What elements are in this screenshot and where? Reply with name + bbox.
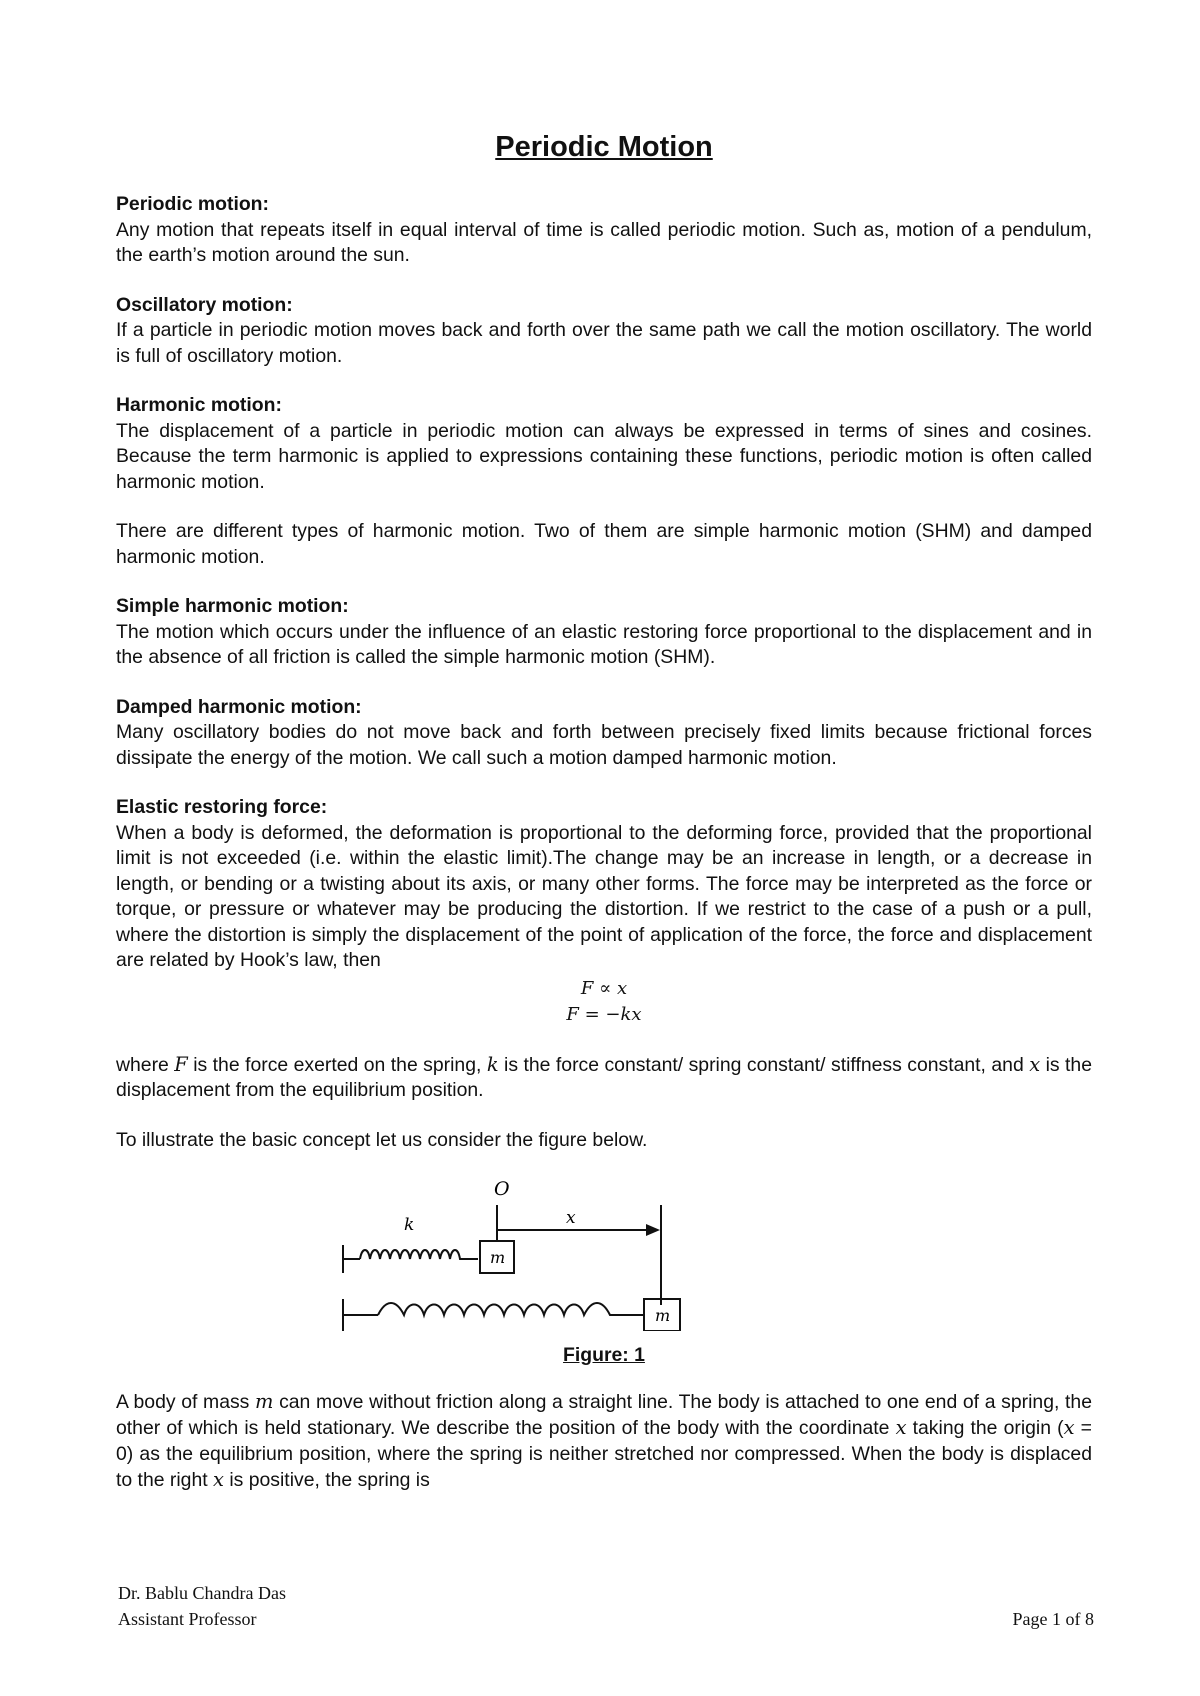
section-body	[116, 1389, 1092, 1494]
section-text: The motion which occurs under the influence of an elastic restoring force proportional to the displacement and in the absence of all friction is called the simple harmonic motion (SHM).	[116, 620, 1092, 668]
math-symbol: x	[895, 1416, 907, 1439]
text-span: can move without friction along a straight line. The body is attached to one end of a spring, the other of which is held stationary. We describe the position of the body with the coordinate	[116, 1390, 1092, 1439]
section-text: The displacement of a particle in periodic motion can always be expressed in terms of sines and cosines. Because the term harmonic is applied to expressions containing these functions, periodic motion is often called harmonic motion.	[116, 419, 1092, 493]
text-span: is positive, the spring is	[223, 1469, 430, 1491]
section-text: Many oscillatory bodies do not move back and forth between precisely fixed limits because frictional forces dissipate the energy of the motion. We call such a motion damped harmonic motion.	[116, 721, 1092, 769]
page-footer	[118, 1580, 1094, 1632]
equation-block	[116, 976, 1092, 1028]
text-span: is the force exerted on the spring,	[187, 1053, 487, 1076]
page-title: Periodic Motion	[495, 131, 713, 163]
displacement-label: x	[566, 1208, 576, 1228]
where-text	[116, 1052, 1092, 1104]
bottom-spring	[378, 1303, 644, 1315]
section-text: When a body is deformed, the deformation is proportional to the deforming force, provided that the proportional limit is not exceeded (i.e. within the elastic limit).The change may be an increase in length, or a decrease in length, or bending or a twisting about its axis, or many other forms. The force may be interpreted as the force or torque, or pressure or whatever may be producing the distortion. If we restrict to the case of a push or a pull, where the distortion is simply the displacement of the point of application of the force, the force and displacement are related by Hook’s law, then	[116, 821, 1092, 971]
text-span: where	[116, 1053, 175, 1076]
illustrate-text: To illustrate the basic concept let us consider the figure below.	[116, 1128, 648, 1151]
section-harmonic-motion	[116, 393, 1092, 495]
text-span: taking the origin (	[906, 1417, 1064, 1439]
footer-position: Assistant Professor	[118, 1609, 257, 1629]
origin-label: O	[494, 1178, 510, 1200]
section-heading: Periodic motion:	[116, 193, 269, 215]
equation-proportional: F ∝ x	[580, 977, 628, 999]
text-span: is the displacement from the equilibrium position.	[116, 1053, 1093, 1101]
section-heading: Elastic restoring force:	[116, 796, 328, 818]
math-symbol: x	[1063, 1416, 1075, 1439]
section-heading: Simple harmonic motion:	[116, 595, 349, 617]
top-spring	[360, 1250, 478, 1259]
page-content	[116, 130, 1092, 1518]
arrow-head	[646, 1224, 660, 1236]
math-symbol: m	[255, 1389, 274, 1413]
math-symbol: F	[174, 1052, 188, 1076]
section-text: Any motion that repeats itself in equal interval of time is called periodic motion. Such as, motion of a pendulum, the earth’s motion around the sun.	[116, 218, 1092, 266]
math-symbol: x	[1029, 1052, 1041, 1076]
spring-diagram	[116, 1161, 1092, 1331]
top-wall	[343, 1245, 360, 1273]
text-span: A body of mass	[116, 1390, 256, 1413]
bottom-mass-label: m	[655, 1306, 671, 1325]
section-heading: Oscillatory motion:	[116, 293, 293, 316]
section-illustrate	[116, 1128, 1092, 1154]
math-symbol: x	[213, 1468, 224, 1491]
section-where	[116, 1052, 1092, 1104]
figure-caption: Figure: 1	[563, 1344, 645, 1366]
text-span: = 0) as the equilibrium position, where the spring is neither stretched nor compressed. When the body is displaced to the right	[116, 1417, 1092, 1491]
top-mass-label: m	[490, 1248, 506, 1267]
math-symbol: k	[486, 1052, 499, 1076]
footer-author: Dr. Bablu Chandra Das	[118, 1583, 286, 1603]
bottom-wall	[343, 1299, 378, 1331]
spring-figure	[116, 1161, 1092, 1331]
section-shm	[116, 594, 1092, 671]
section-heading: Damped harmonic motion:	[116, 695, 362, 718]
section-oscillatory-motion	[116, 293, 1092, 370]
section-elastic-force	[116, 795, 1092, 974]
equation-hooke: F = −kx	[566, 1003, 642, 1025]
section-types-harmonic	[116, 519, 1092, 570]
footer-page-number: Page 1 of 8	[1012, 1609, 1094, 1629]
text-span: is the force constant/ spring constant/ stiffness constant, and	[498, 1053, 1030, 1076]
spring-constant-label: k	[404, 1215, 415, 1235]
section-text: There are different types of harmonic motion. Two of them are simple harmonic motion (SHM) and damped harmonic motion.	[116, 520, 1092, 568]
section-heading: Harmonic motion:	[116, 394, 282, 416]
section-damped	[116, 695, 1092, 772]
body-text	[116, 1389, 1092, 1494]
section-text: If a particle in periodic motion moves back and forth over the same path we call the motion oscillatory. The world is full of oscillatory motion.	[116, 319, 1092, 367]
section-periodic-motion	[116, 192, 1092, 269]
